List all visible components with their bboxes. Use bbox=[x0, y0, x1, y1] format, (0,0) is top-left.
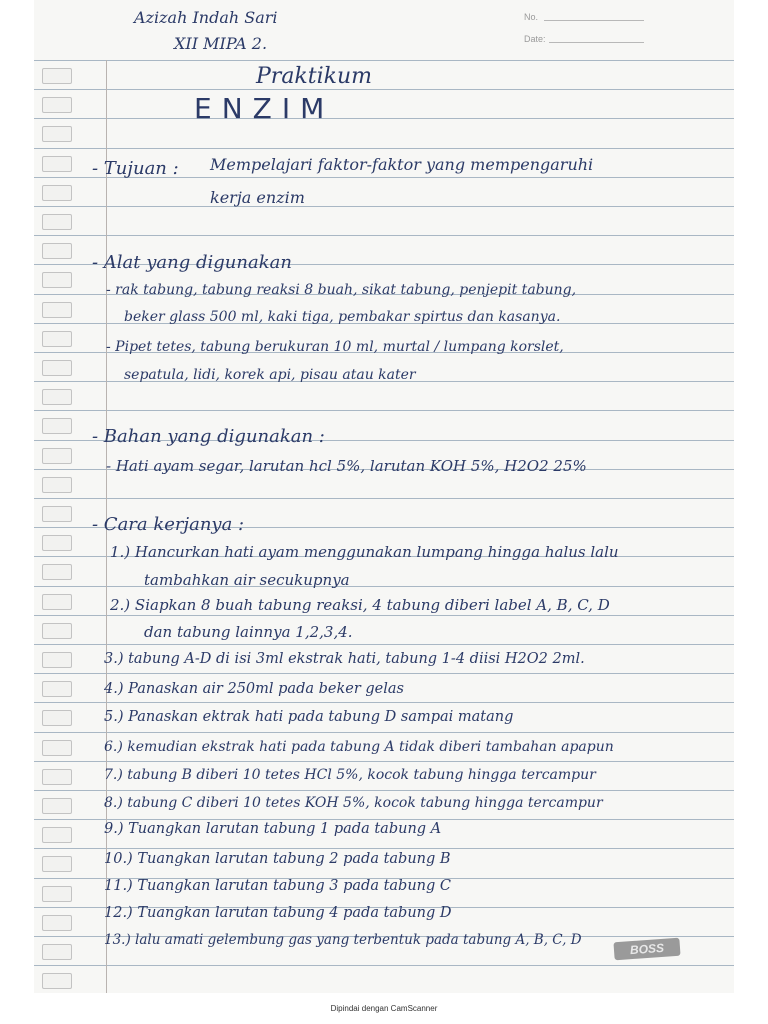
margin-box bbox=[42, 827, 72, 843]
tujuan-text: Mempelajari faktor-faktor yang mempengaruhi bbox=[210, 155, 594, 174]
ruled-line bbox=[34, 60, 734, 61]
ruled-line bbox=[34, 673, 734, 674]
step-line: 11.) Tuangkan larutan tabung 3 pada tabung C bbox=[104, 878, 451, 894]
step-line: 10.) Tuangkan larutan tabung 2 pada tabung B bbox=[104, 851, 451, 867]
margin-box bbox=[42, 535, 72, 551]
alat-line: sepatula, lidi, korek api, pisau atau kater bbox=[124, 367, 416, 383]
no-label: No. bbox=[524, 12, 539, 22]
step-line: tambahkan air secukupnya bbox=[144, 571, 350, 589]
margin-box bbox=[42, 856, 72, 872]
margin-box bbox=[42, 915, 72, 931]
tujuan-label: - Tujuan : bbox=[92, 158, 179, 179]
step-line: 7.) tabung B diberi 10 tetes HCl 5%, kocok tabung hingga tercampur bbox=[104, 767, 596, 783]
step-line: 6.) kemudian ekstrak hati pada tabung A tidak diberi tambahan apapun bbox=[104, 739, 614, 755]
margin-box bbox=[42, 214, 72, 230]
margin-box bbox=[42, 156, 72, 172]
step-line: 3.) tabung A-D di isi 3ml ekstrak hati, tabung 1-4 diisi H2O2 2ml. bbox=[104, 651, 585, 667]
step-line: 12.) Tuangkan larutan tabung 4 pada tabung D bbox=[104, 905, 452, 921]
margin-box bbox=[42, 564, 72, 580]
margin-box bbox=[42, 594, 72, 610]
title-enzim: ENZIM bbox=[194, 92, 335, 125]
ruled-line bbox=[34, 235, 734, 236]
ruled-line bbox=[34, 732, 734, 733]
margin-box bbox=[42, 710, 72, 726]
ruled-line bbox=[34, 848, 734, 849]
margin-box bbox=[42, 185, 72, 201]
tujuan-text-cont: kerja enzim bbox=[210, 188, 305, 207]
notebook-brand-logo: BOSS bbox=[613, 938, 680, 961]
margin-box bbox=[42, 623, 72, 639]
ruled-line bbox=[34, 586, 734, 587]
margin-box bbox=[42, 973, 72, 989]
step-line: dan tabung lainnya 1,2,3,4. bbox=[144, 623, 353, 641]
step-line: 9.) Tuangkan larutan tabung 1 pada tabung A bbox=[104, 821, 442, 837]
student-name: Azizah Indah Sari bbox=[134, 8, 278, 27]
step-line: 1.) Hancurkan hati ayam menggunakan lumpang hingga halus lalu bbox=[110, 543, 619, 561]
step-line: 2.) Siapkan 8 buah tabung reaksi, 4 tabung diberi label A, B, C, D bbox=[110, 596, 610, 614]
notebook-page bbox=[34, 0, 734, 993]
bahan-line: - Hati ayam segar, larutan hcl 5%, larutan KOH 5%, H2O2 25% bbox=[106, 457, 587, 475]
margin-box bbox=[42, 360, 72, 376]
margin-box bbox=[42, 506, 72, 522]
ruled-line bbox=[34, 819, 734, 820]
margin-box bbox=[42, 272, 72, 288]
margin-box bbox=[42, 389, 72, 405]
alat-heading: - Alat yang digunakan bbox=[92, 252, 292, 273]
ruled-line bbox=[34, 761, 734, 762]
ruled-line bbox=[34, 965, 734, 966]
margin-box bbox=[42, 944, 72, 960]
margin-box bbox=[42, 769, 72, 785]
alat-line: beker glass 500 ml, kaki tiga, pembakar spirtus dan kasanya. bbox=[124, 309, 561, 325]
no-line bbox=[544, 20, 644, 21]
margin-box bbox=[42, 331, 72, 347]
margin-box bbox=[42, 448, 72, 464]
margin-box bbox=[42, 126, 72, 142]
student-class: XII MIPA 2. bbox=[174, 34, 268, 53]
ruled-line bbox=[34, 206, 734, 207]
margin-box bbox=[42, 652, 72, 668]
ruled-line bbox=[34, 498, 734, 499]
ruled-line bbox=[34, 702, 734, 703]
title-praktikum: Praktikum bbox=[256, 64, 373, 89]
margin-box bbox=[42, 302, 72, 318]
ruled-line bbox=[34, 118, 734, 119]
margin-box bbox=[42, 886, 72, 902]
step-line: 8.) tabung C diberi 10 tetes KOH 5%, kocok tabung hingga tercampur bbox=[104, 795, 603, 811]
ruled-line bbox=[34, 148, 734, 149]
step-line: 5.) Panaskan ektrak hati pada tabung D sampai matang bbox=[104, 709, 514, 725]
ruled-line bbox=[34, 790, 734, 791]
bahan-heading: - Bahan yang digunakan : bbox=[92, 426, 325, 447]
margin-box bbox=[42, 798, 72, 814]
ruled-line bbox=[34, 410, 734, 411]
step-line: 4.) Panaskan air 250ml pada beker gelas bbox=[104, 681, 404, 697]
ruled-line bbox=[34, 644, 734, 645]
step-line: 13.) lalu amati gelembung gas yang terbentuk pada tabung A, B, C, D bbox=[104, 932, 582, 948]
alat-line: - Pipet tetes, tabung berukuran 10 ml, murtal / lumpang korslet, bbox=[106, 339, 564, 355]
margin-box bbox=[42, 68, 72, 84]
margin-box bbox=[42, 740, 72, 756]
ruled-line bbox=[34, 615, 734, 616]
margin-box bbox=[42, 477, 72, 493]
cara-heading: - Cara kerjanya : bbox=[92, 514, 245, 535]
margin-box bbox=[42, 243, 72, 259]
margin-box bbox=[42, 681, 72, 697]
date-label: Date: bbox=[524, 34, 546, 44]
alat-line: - rak tabung, tabung reaksi 8 buah, sikat tabung, penjepit tabung, bbox=[106, 282, 577, 298]
ruled-line bbox=[34, 89, 734, 90]
scanner-footer: Dipindai dengan CamScanner bbox=[330, 1004, 438, 1013]
margin-box bbox=[42, 97, 72, 113]
date-line bbox=[549, 42, 644, 43]
margin-box bbox=[42, 418, 72, 434]
